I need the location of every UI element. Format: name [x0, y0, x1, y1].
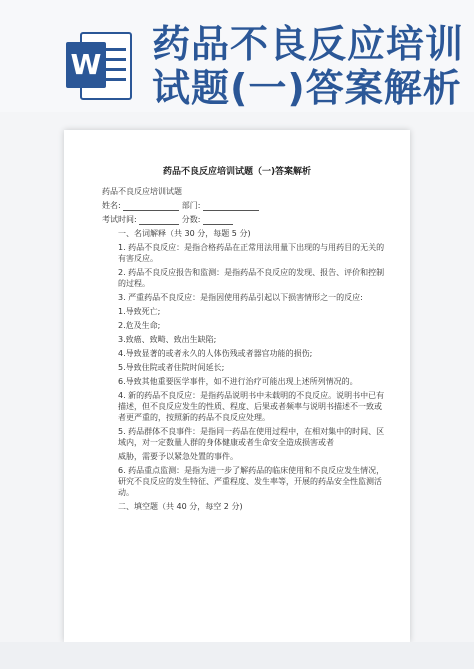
list-item: 6.导致其他重要医学事件，如不进行治疗可能出现上述所列情况的。: [118, 377, 358, 386]
word-document-icon: [66, 30, 132, 102]
question-5: 5. 药品群体不良事件：是指同一药品在使用过程中，在相对集中的时间、区域内，对一定数量人群的身体健康或者生命安全造成损害或者: [118, 427, 385, 447]
banner-title-line2: 试题(一)答案解析: [152, 66, 462, 110]
list-item: 5.导致住院或者住院时间延长;: [118, 363, 225, 372]
footer-band: [0, 642, 474, 669]
name-blank: [123, 202, 179, 211]
section-heading: 二、填空题（共 40 分，每空 2 分): [118, 502, 243, 511]
date-blank: [139, 216, 179, 225]
name-label: 姓名:: [102, 201, 121, 210]
banner-title: [152, 22, 470, 110]
dept-label: 部门:: [181, 201, 201, 210]
question-6: 6. 药品重点监测：是指为进一步了解药品的临床使用和不良反应发生情况，研究不良反应的发生特征、严重程度、发生率等，开展的药品安全性监测活动。: [118, 466, 385, 497]
document-page: [64, 130, 410, 642]
score-blank: [203, 216, 233, 225]
date-label: 考试时间:: [102, 215, 137, 224]
name-dept-row: [102, 200, 386, 211]
question-2: 2. 药品不良反应报告和监测：是指药品不良反应的发现、报告、评价和控制的过程。: [118, 268, 385, 288]
document-title: 药品不良反应培训试题（一)答案解析: [162, 167, 312, 177]
document-body: [102, 186, 386, 515]
dept-blank: [203, 202, 259, 211]
date-score-row: [102, 214, 386, 225]
question-5-continued: 威胁，需要予以紧急处置的事件。: [118, 452, 238, 461]
list-item: 4.导致显著的或者永久的人体伤残或者器官功能的损伤;: [118, 349, 313, 358]
list-item: 1.导致死亡;: [118, 307, 161, 316]
section-heading: 一、名词解释（共 30 分，每题 5 分): [118, 229, 251, 238]
banner-title-line1: 药品不良反应培训: [152, 22, 465, 66]
document-subtitle: 药品不良反应培训试题: [102, 187, 182, 196]
list-item: 3.致癌、致畸、致出生缺陷;: [118, 335, 217, 344]
score-label: 分数:: [181, 215, 201, 224]
question-4: 4. 新的药品不良反应：是指药品说明书中未载明的不良反应。说明书中已有描述，但不良反应发生的性质、程度、后果或者频率与说明书描述不一致或者更严重的，按照新的药品不良反应处理。: [118, 391, 385, 422]
list-item: 2.危及生命;: [118, 321, 161, 330]
word-icon-letter: W: [66, 42, 106, 88]
question-1: 1. 药品不良反应：是指合格药品在正常用法用量下出现的与用药目的无关的有害反应。: [118, 243, 385, 263]
question-3: 3. 严重药品不良反应：是指因使用药品引起以下损害情形之一的反应:: [118, 293, 363, 302]
